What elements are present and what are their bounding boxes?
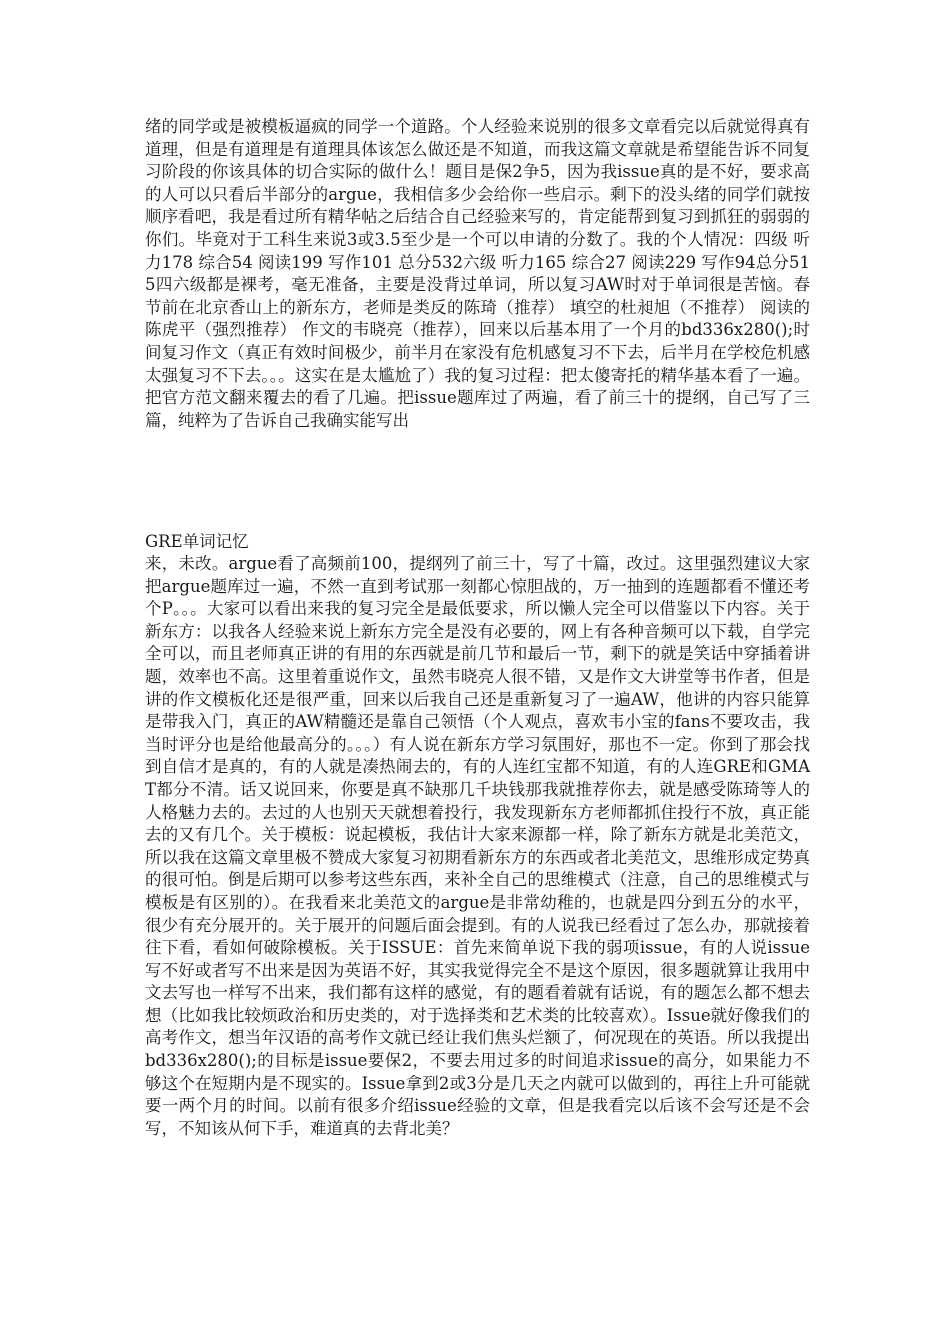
section-heading: GRE单词记忆 xyxy=(145,532,249,551)
body-paragraph-1: 绪的同学或是被模板逼疯的同学一个道路。个人经验来说别的很多文章看完以后就觉得真有道理，但是有道理是有道理具体该怎么做还是不知道，而我这篇文章就是希望能告诉不同复习阶段的你该具体的切合实际的做什么！题目是保2争5，因为我issue真的是不好，要求高的人可以只看后半部分的argue，我相信多少会给你一些启示。剩下的没头绪的同学们就按顺序看吧，我是看过所有精华帖之后结合自己经验来写的，肯定能帮到复习到抓狂的弱弱的你们。毕竟对于工科生来说3或3.5至少是一个可以申请的分数了。我的个人情况：四级 听力178 综合54 阅读199 写作101 总分532六级 听力165 综合27 阅读229 写作94总分515四六级都是裸考，毫无准备，主要是没背过单词，所以复习AW时对于单词很是苦恼。春节前在北京香山上的新东方，老师是类反的陈琦（推荐） 填空的杜昶旭（不推荐） 阅读的陈虎平（强烈推荐） 作文的韦晓亮（推荐），回来以后基本用了一个月的bd336x280();时间复习作文（真正有效时间极少，前半月在家没有危机感复习不下去，后半月在学校危机感太强复习不下去。。。这实在是太尴尬了）我的复习过程：把太傻寄托的精华基本看了一遍。把官方范文翻来覆去的看了几遍。把issue题库过了两遍，看了前三十的提纲，自己写了三篇，纯粹为了告诉自己我确实能写出 xyxy=(145,117,810,430)
body-paragraph-2: 来，未改。argue看了高频前100，提纲列了前三十，写了十篇，改过。这里强烈建议大家把argue题库过一遍，不然一直到考试那一刻都心惊胆战的，万一抽到的连题都看不懂还考个P。。。大家可以看出来我的复习完全是最低要求，所以懒人完全可以借鉴以下内容。关于新东方：以我各人经验来说上新东方完全是没有必要的，网上有各种音频可以下载，自学完全可以，而且老师真正讲的有用的东西就是前几节和最后一节，剩下的就是笑话中穿插着讲题，效率也不高。这里着重说作文，虽然韦晓亮人很不错，又是作文大讲堂等书作者，但是讲的作文模板化还是很严重，回来以后我自己还是重新复习了一遍AW，他讲的内容只能算是带我入门，真正的AW精髓还是靠自己领悟（个人观点，喜欢韦小宝的fans不要攻击，我当时评分也是给他最高分的。。。）有人说在新东方学习氛围好，那也不一定。你到了那会找到自信才是真的，有的人就是凑热闹去的，有的人连红宝都不知道，有的人连GRE和GMAT都分不清。话又说回来，你要是真不缺那几千块钱那我就推荐你去，就是感受陈琦等人的人格魅力去的。去过的人也别天天就想着投行，我发现新东方老师都抓住投行不放，真正能去的又有几个。关于模板：说起模板，我估计大家来源都一样，除了新东方就是北美范文，所以我在这篇文章里极不赞成大家复习初期看新东方的东西或者北美范文，思维形成定势真的很可怕。倒是后期可以参考这些东西，来补全自己的思维模式（注意，自己的思维模式与模板是有区别的）。在我看来北美范文的argue是非常幼稚的，也就是四分到五分的水平，很少有充分展开的。关于展开的问题后面会提到。有的人说我已经看过了怎么办，那就接着往下看，看如何破除模板。关于ISSUE：首先来简单说下我的弱项issue，有的人说issue写不好或者写不出来是因为英语不好，其实我觉得完全不是这个原因，很多题就算让我用中文去写也一样写不出来，我们都有这样的感觉，有的题看着就有话说，有的题怎么都不想去想（比如我比较烦政治和历史类的，对于选择类和艺术类的比较喜欢）。Issue就好像我们的高考作文，想当年汉语的高考作文就已经让我们焦头烂额了，何况现在的英语。所以我提出bd336x280();的目标是issue要保2，不要去用过多的时间追求issue的高分，如果能力不够这个在短期内是不现实的。Issue拿到2或3分是几天之内就可以做到的，再往上升可能就要一两个月的时间。以前有很多介绍issue经验的文章，但是我看完以后该不会写还是不会写，不知该从何下手，难道真的去背北美？ xyxy=(145,554,810,1138)
